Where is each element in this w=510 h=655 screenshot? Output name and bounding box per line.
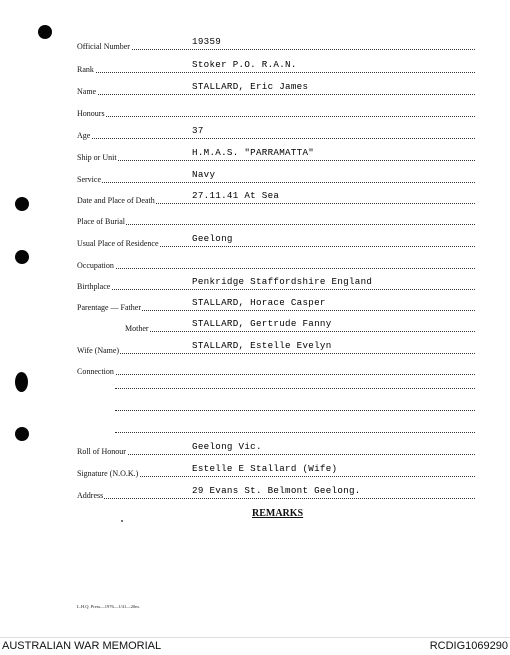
name-value: STALLARD, Eric James [192,81,309,92]
service-value: Navy [192,169,216,180]
occupation-row [77,256,475,270]
mother-label: Mother [125,324,149,333]
death-value: 27.11.41 At Sea [192,190,280,201]
official-number-row [77,37,475,51]
record-id: RCDIG1069290 [429,640,508,652]
mother-value: STALLARD, Gertrude Fanny [192,318,332,329]
age-value: 37 [192,125,204,136]
archive-name: AUSTRALIAN WAR MEMORIAL [2,640,162,652]
birthplace-row [77,277,475,291]
occupation-label: Occupation [77,261,114,270]
address-label: Address [77,491,104,500]
name-row [77,82,475,96]
print-note: L.H.Q. Press—1976—1/41—20m. [77,604,140,609]
rank-value: Stoker P.O. R.A.N. [192,59,297,70]
age-label: Age [77,131,91,140]
birthplace-label: Birthplace [77,282,111,291]
ship-unit-label: Ship or Unit [77,153,117,162]
father-value: STALLARD, Horace Casper [192,297,326,308]
connection-line [115,432,475,433]
rank-label: Rank [77,65,94,74]
address-row [77,486,475,500]
punch-hole [15,372,28,392]
signature-value: Estelle E Stallard (Wife) [192,463,338,474]
connection-label: Connection [77,367,114,376]
death-row [77,191,475,205]
death-label: Date and Place of Death [77,196,155,205]
service-row [77,170,475,184]
address-value: 29 Evans St. Belmont Geelong. [192,485,361,496]
ship-unit-value: H.M.A.S. "PARRAMATTA" [192,147,315,158]
remarks-heading: REMARKS [252,508,304,519]
signature-row [77,464,475,478]
father-row [77,298,475,312]
roll-of-honour-label: Roll of Honour [77,447,126,456]
burial-label: Place of Burial [77,217,125,226]
roll-of-honour-value: Geelong Vic. [192,441,262,452]
service-label: Service [77,175,101,184]
official-number-label: Official Number [77,42,130,51]
punch-hole [15,427,29,441]
name-label: Name [77,87,97,96]
connection-line [115,410,475,411]
punch-hole [15,197,29,211]
punch-hole [38,25,52,39]
wife-row [77,341,475,355]
wife-label: Wife (Name) [77,346,120,355]
birthplace-value: Penkridge Staffordshire England [192,276,373,287]
punch-hole [15,250,29,264]
residence-value: Geelong [192,233,233,244]
official-number-value: 19359 [192,36,222,47]
mother-row [77,319,475,333]
signature-label: Signature (N.O.K.) [77,469,139,478]
rank-row [77,60,475,74]
honours-label: Honours [77,109,105,118]
ink-speck [121,520,123,522]
connection-row [77,362,475,376]
ship-unit-row [77,148,475,162]
father-label: Parentage — Father [77,303,141,312]
residence-label: Usual Place of Residence [77,239,159,248]
archive-footer [0,637,510,655]
age-row [77,126,475,140]
residence-row [77,234,475,248]
wife-value: STALLARD, Estelle Evelyn [192,340,332,351]
roll-of-honour-row [77,442,475,456]
burial-row [77,212,475,226]
connection-line [115,388,475,389]
honours-row [77,104,475,118]
